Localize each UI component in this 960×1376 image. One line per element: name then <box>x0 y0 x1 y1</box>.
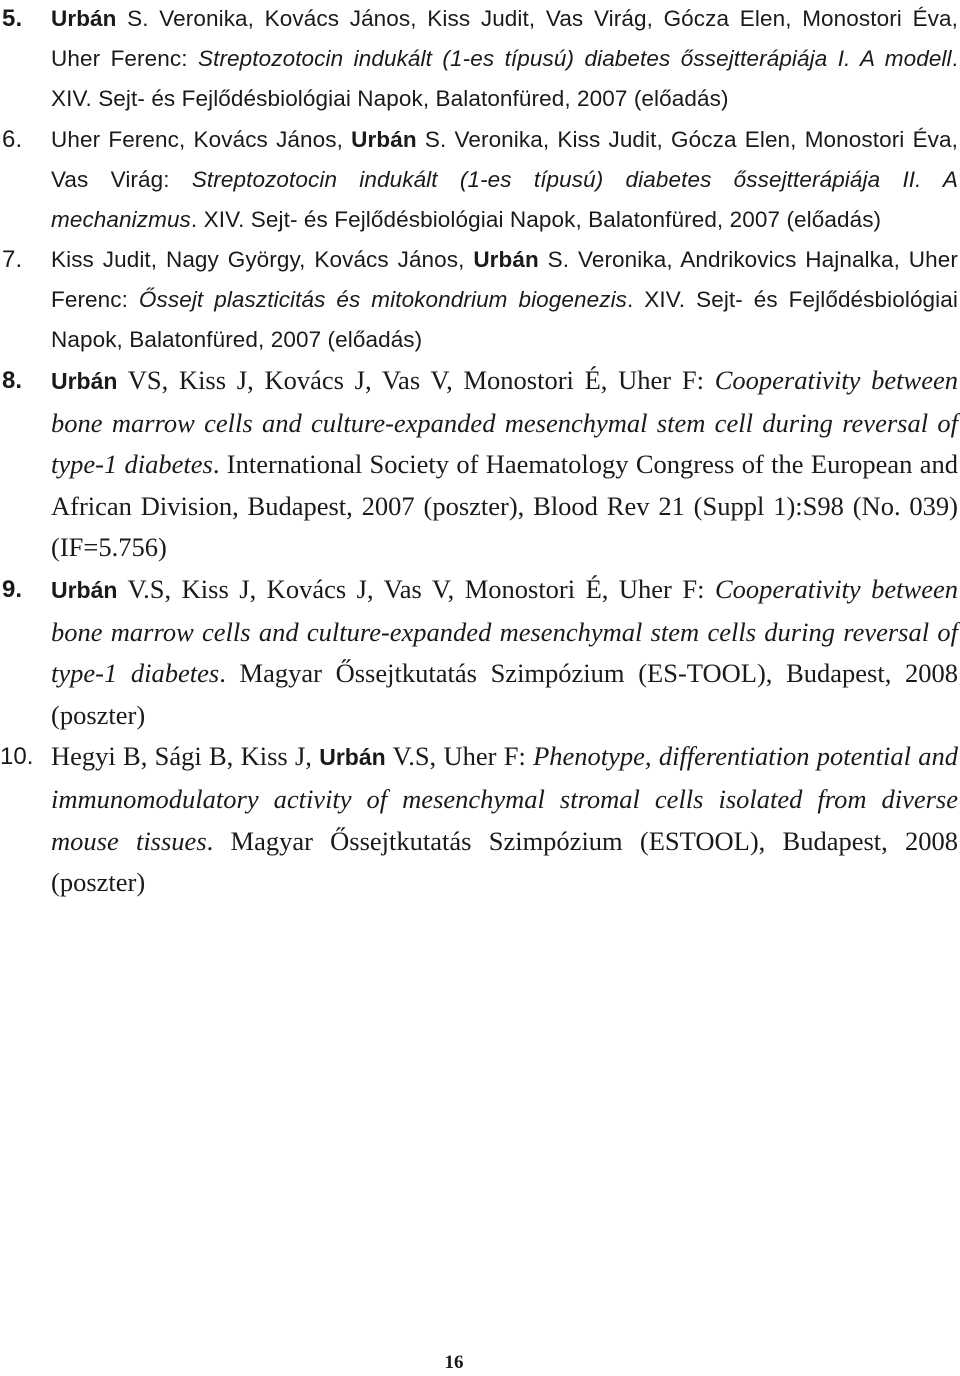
reference-title: Cooperativity between bone marrow cells and culture-expanded mesenchymal stem cells during reversal of type-1 diabetes <box>51 573 958 689</box>
reference-authors: V.S, Uher F: <box>385 741 534 772</box>
reference-title: Cooperativity between bone marrow cells and culture-expanded mesenchymal stem cell during reversal of type-1 diabetes <box>51 365 958 480</box>
reference-venue: . Magyar Őssejtkutatás Szimpózium (ESTOOL), Budapest, 2008 (poszter) <box>51 825 959 898</box>
page-number: 16 <box>444 1352 464 1373</box>
reference-authors: Hegyi B, Sági B, Kiss J, <box>51 741 320 772</box>
reference-number: 10. <box>0 743 34 771</box>
reference-venue: . XIV. Sejt- és Fejlődésbiológiai Napok, Balatonfüred, 2007 (előadás) <box>51 46 958 111</box>
list-item <box>0 120 958 240</box>
reference-author: Urbán <box>51 576 118 603</box>
reference-authors: S. Veronika, Kovács János, Kiss Judit, Vas Virág, Gócza Elen, Monostori Éva, Uher Ferenc: <box>51 6 958 71</box>
reference-author: Urbán <box>319 744 386 771</box>
reference-author: Urbán <box>473 247 539 272</box>
reference-authors: S. Veronika, Andrikovics Hajnalka, Uher Ferenc: <box>51 247 958 312</box>
reference-number: 7. <box>2 246 23 273</box>
reference-author: Urbán <box>351 127 417 152</box>
reference-author: Urbán <box>51 368 118 394</box>
reference-venue: . XIV. Sejt- és Fejlődésbiológiai Napok, Balatonfüred, 2007 (előadás) <box>51 287 958 352</box>
reference-authors: V.S, Kiss J, Kovács J, Vas V, Monostori É, Uher F: <box>117 573 715 604</box>
reference-title: Streptozotocin indukált (1-es típusú) diabetes őssejtterápiája I. A modell <box>197 46 952 71</box>
list-item <box>0 0 958 119</box>
list-item <box>0 736 958 903</box>
reference-venue: . Magyar Őssejtkutatás Szimpózium (ES-TOOL), Budapest, 2008 (poszter) <box>51 658 958 730</box>
reference-venue: . International Society of Haematology Congress of the European and African Division, Budapest, 2007 (poszter), Blood Rev 21 (Suppl 1):S98 (No. 039) (IF=5.756) <box>51 449 959 563</box>
list-item <box>0 360 958 569</box>
list-item <box>0 569 958 736</box>
reference-authors: Uher Ferenc, Kovács János, <box>51 127 352 152</box>
list-item <box>0 240 958 360</box>
reference-authors: S. Veronika, Kiss Judit, Gócza Elen, Monostori Éva, Vas Virág: <box>51 127 958 192</box>
reference-title: Phenotype, differentiation potential and immunomodulatory activity of mesenchymal stromal cells isolated from diverse mouse tissues <box>51 741 958 856</box>
reference-number: 6. <box>2 126 23 153</box>
reference-number: 8. <box>2 367 23 394</box>
reference-venue: . XIV. Sejt- és Fejlődésbiológiai Napok, Balatonfüred, 2007 (előadás) <box>190 207 882 232</box>
reference-authors: Kiss Judit, Nagy György, Kovács János, <box>51 247 474 272</box>
reference-title: Őssejt plaszticitás és mitokondrium biogenezis <box>138 287 628 312</box>
reference-authors: VS, Kiss J, Kovács J, Vas V, Monostori É, Uher F: <box>117 365 715 395</box>
reference-title: Streptozotocin indukált (1-es típusú) diabetes őssejtterápiája II. A mechanizmus <box>51 167 958 232</box>
reference-author: Urbán <box>51 6 117 31</box>
reference-number: 9. <box>2 575 23 603</box>
reference-number: 5. <box>2 5 23 32</box>
